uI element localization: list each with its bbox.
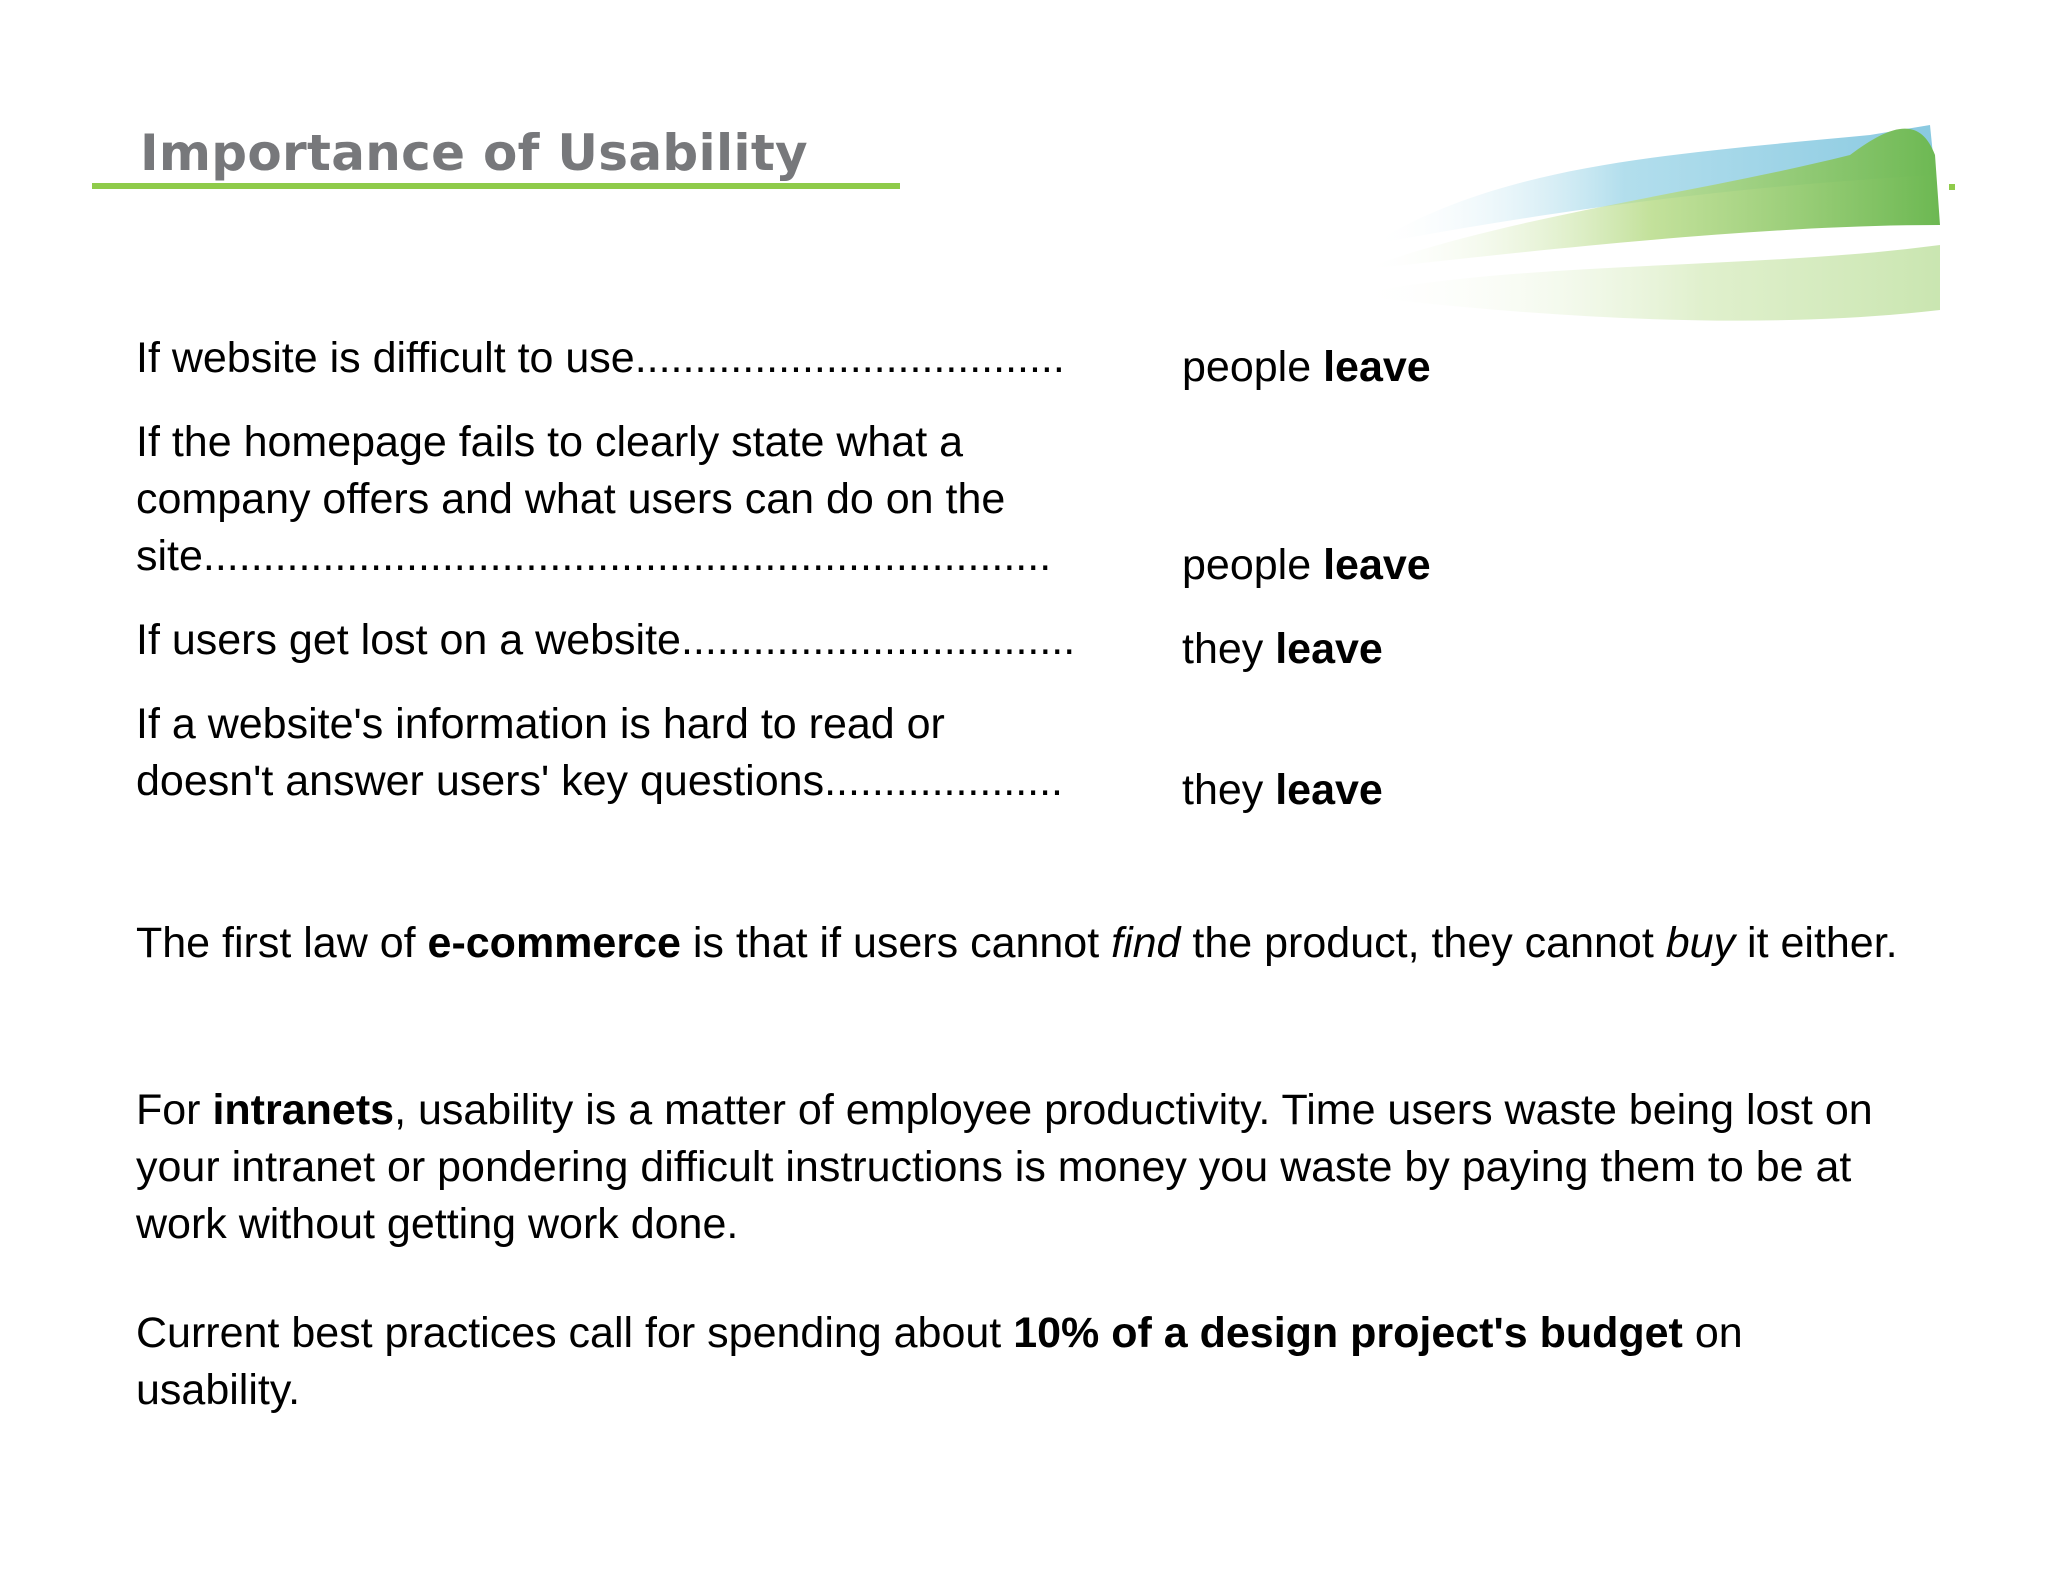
result-verb: leave — [1275, 625, 1383, 673]
result-subject: people — [1182, 541, 1312, 589]
statement-row — [136, 612, 1536, 673]
emphasis-buy: buy — [1665, 919, 1736, 967]
result-subject: they — [1182, 766, 1264, 814]
text-run: The first law of — [136, 919, 428, 967]
statement-result — [1182, 339, 1431, 396]
text-run: Current best practices call for spending about — [136, 1309, 1014, 1357]
result-subject: people — [1182, 343, 1312, 391]
budget-paragraph — [136, 1305, 1916, 1419]
statement-condition: If a website's information is hard to read or doesn't answer users' key questions.................... — [136, 700, 1063, 805]
statement-row — [136, 414, 1536, 589]
statement-row — [136, 696, 1536, 814]
emphasis-ecommerce: e-commerce — [427, 919, 681, 967]
intranets-paragraph — [136, 1082, 1916, 1253]
statement-condition: If users get lost on a website................................. — [136, 616, 1076, 664]
title-underline — [92, 183, 900, 189]
statement-condition: If website is difficult to use.................................... — [136, 334, 1065, 382]
result-verb: leave — [1323, 343, 1431, 391]
emphasis-find: find — [1111, 919, 1181, 967]
result-verb: leave — [1323, 541, 1431, 589]
text-run: For — [136, 1086, 213, 1134]
text-run: is that if users cannot — [680, 919, 1112, 967]
emphasis-intranets: intranets — [212, 1086, 395, 1134]
statement-result — [1182, 537, 1431, 594]
statement-list — [136, 330, 1536, 814]
statement-result — [1182, 621, 1383, 678]
text-run: it either. — [1735, 919, 1898, 967]
emphasis-budget: 10% of a design project's budget — [1013, 1309, 1683, 1357]
text-run: on usability. — [136, 1309, 1743, 1414]
result-verb: leave — [1275, 766, 1383, 814]
text-run: the product, they cannot — [1180, 919, 1666, 967]
text-run: , usability is a matter of employee productivity. Time users waste being lost on your intranet or pondering difficult instructions is money you waste by paying them to be at work without getting work done. — [136, 1086, 1873, 1248]
accent-dot — [1949, 184, 1955, 190]
statement-condition: If the homepage fails to clearly state what a company offers and what users can do on the site....................................................................... — [136, 418, 1052, 580]
statement-row — [136, 330, 1536, 391]
ecommerce-paragraph — [136, 915, 1916, 972]
swoosh-graphic — [1330, 95, 1960, 335]
slide-title: Importance of Usability — [140, 124, 808, 182]
statement-result — [1182, 762, 1383, 819]
result-subject: they — [1182, 625, 1264, 673]
